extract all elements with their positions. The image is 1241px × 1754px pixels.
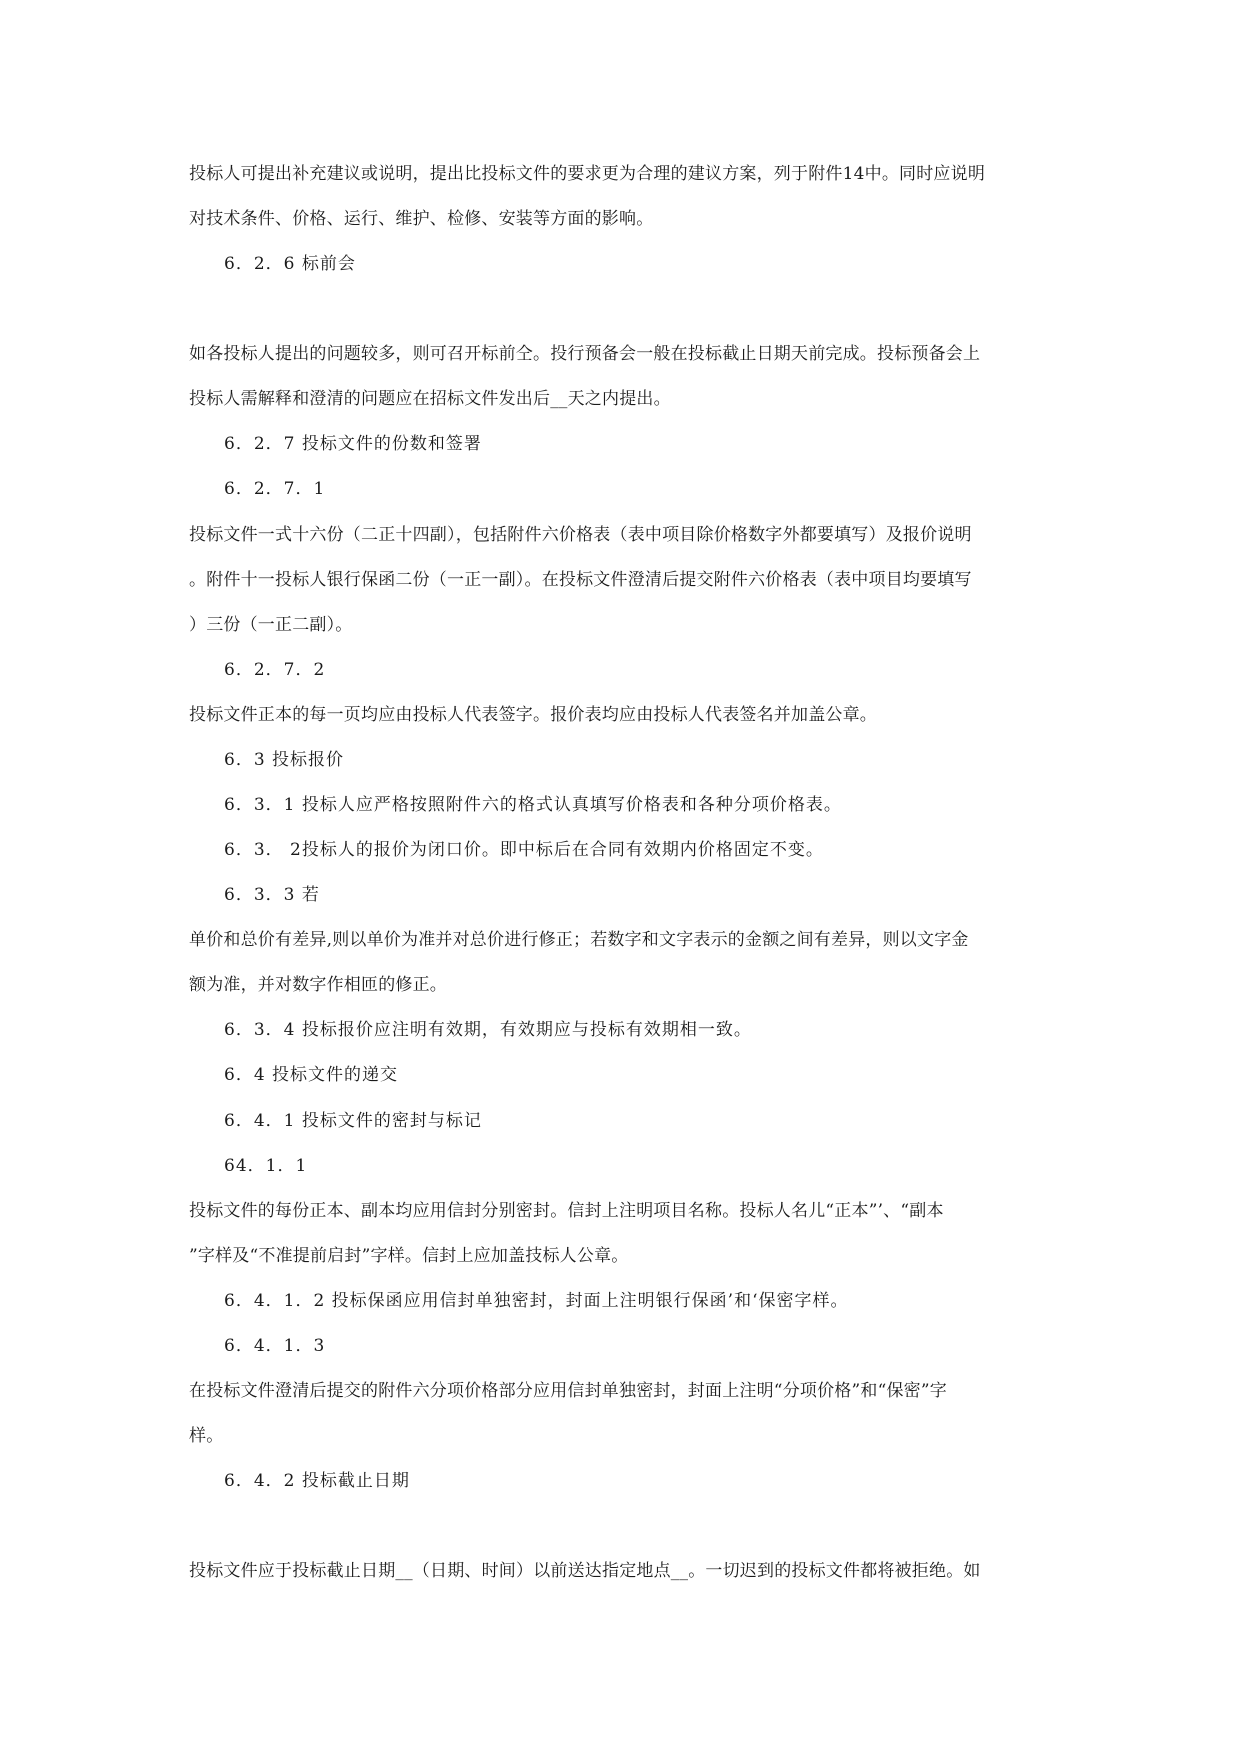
paragraph-line: 对技术条件、价格、运行、维护、检修、安装等方面的影响。 [189, 209, 654, 229]
paragraph-line: 投标文件的每份正本、副本均应用信封分别密封。信封上注明项目名称。投标人名儿“正本”’、“副本 [189, 1201, 944, 1221]
section-heading: 6．2．6 标前会 [224, 254, 356, 274]
section-heading: 6．4 投标文件的递交 [224, 1065, 399, 1085]
section-heading: 6．3．4 投标报价应注明有效期，有效期应与投标有效期相一致。 [224, 1020, 752, 1040]
section-heading: 6．3． 2投标人的报价为闭口价。即中标后在合同有效期内价格固定不变。 [224, 840, 824, 860]
paragraph-line: 投标人可提出补充建议或说明，提出比投标文件的要求更为合理的建议方案，列于附件14中。同时应说明 [189, 164, 986, 184]
section-heading: 6．3．1 投标人应严格按照附件六的格式认真填写价格表和各种分项价格表。 [224, 795, 842, 815]
section-heading: 6．3．3 若 [224, 885, 320, 905]
section-heading: 6．4．2 投标截止日期 [224, 1471, 410, 1491]
section-heading: 6．2．7．2 [224, 660, 326, 680]
paragraph-line: 单价和总价有差异,则以单价为准并对总价进行修正；若数字和文字表示的金额之间有差异，则以文字金 [189, 930, 969, 950]
paragraph-line: 投标文件应于投标截止日期__（日期、时间）以前送达指定地点__。一切迟到的投标文件都将被拒绝。如 [189, 1561, 981, 1581]
paragraph-line: 投标人需解释和澄清的问题应在招标文件发出后__天之内提出。 [189, 389, 671, 409]
section-heading: 6．2．7 投标文件的份数和签署 [224, 434, 482, 454]
section-heading: 6．4．1．2 投标保函应用信封单独密封，封面上注明银行保函’和‘保密字样。 [224, 1291, 849, 1311]
paragraph-line: 。附件十一投标人银行保函二份（一正一副）。在投标文件澄清后提交附件六价格表（表中项目均要填写 [189, 570, 972, 590]
paragraph-line: 额为准，并对数字作相匝的修正。 [189, 975, 447, 995]
paragraph-line: 投标文件一式十六份（二正十四副），包括附件六价格表（表中项目除价格数字外都要填写）及报价说明 [189, 525, 972, 545]
section-heading: 6．3 投标报价 [224, 750, 345, 770]
paragraph-line: 样。 [189, 1426, 224, 1446]
paragraph-line: ）三份（一正二副）。 [189, 615, 353, 635]
paragraph-line: 投标文件正本的每一页均应由投标人代表签字。报价表均应由投标人代表签名并加盖公章。 [189, 705, 877, 725]
paragraph-line: 如各投标人提出的问题较多，则可召开标前仝。投行预备会一般在投标截止日期天前完成。投标预备会上 [189, 344, 981, 364]
paragraph-line: ”字样及“不准提前启封”字样。信封上应加盖技标人公章。 [189, 1246, 629, 1266]
paragraph-line: 在投标文件澄清后提交的附件六分项价格部分应用信封单独密封，封面上注明“分项价格”和“保密”字 [189, 1381, 947, 1401]
section-heading: 6．4．1．3 [224, 1336, 326, 1356]
section-heading: 64．1．1 [224, 1156, 308, 1176]
section-heading: 6．2．7．1 [224, 479, 326, 499]
section-heading: 6．4．1 投标文件的密封与标记 [224, 1111, 482, 1131]
